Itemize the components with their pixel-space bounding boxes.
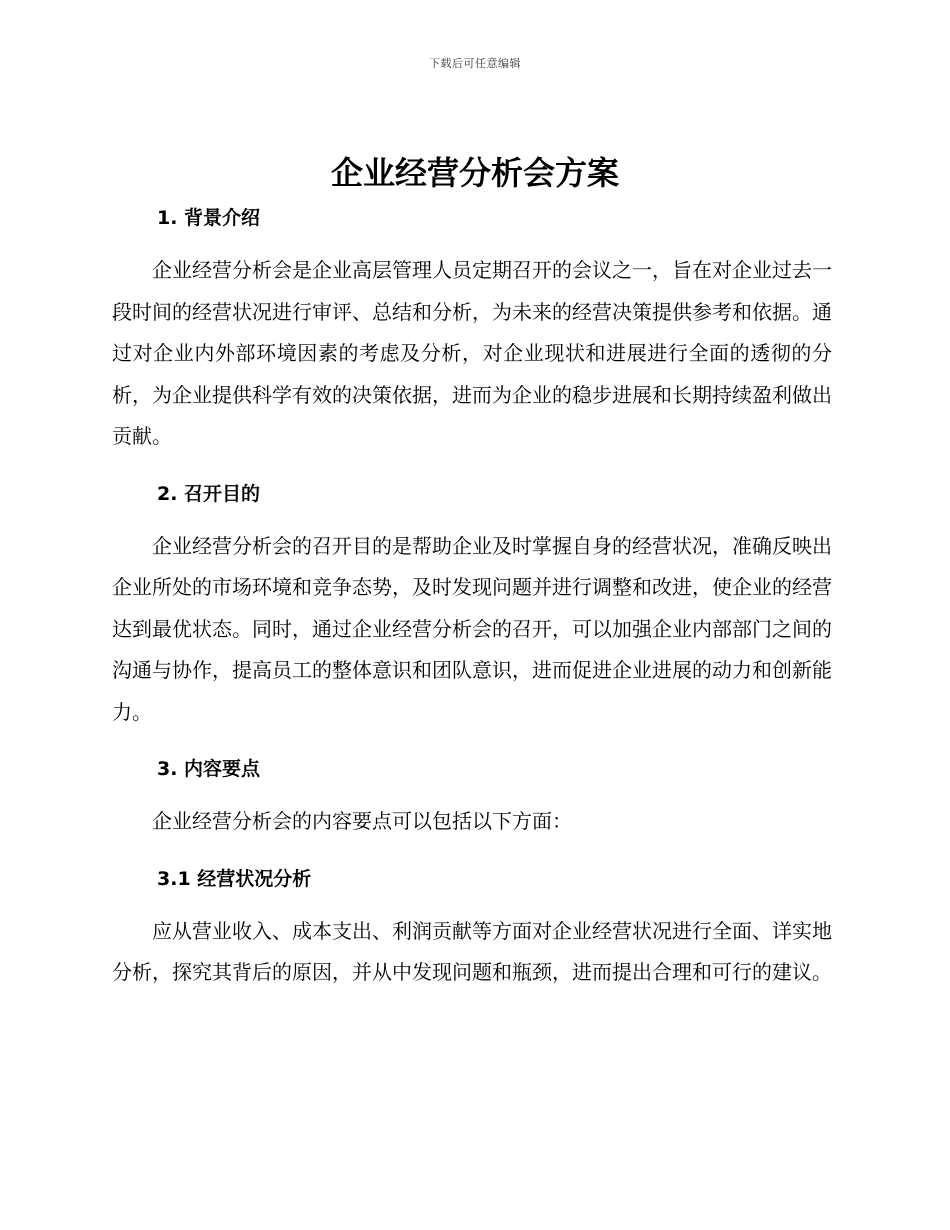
subsection-paragraph: 应从营业收入、成本支出、利润贡献等方面对企业经营状况进行全面、详实地分析，探究其背后的原因，并从中发现问题和瓶颈，进而提出合理和可行的建议。 xyxy=(112,918,832,984)
section-heading: 2. 召开目的 xyxy=(157,482,261,505)
section-background xyxy=(112,198,832,474)
section-purpose xyxy=(112,474,832,750)
section-paragraph: 企业经营分析会是企业高层管理人员定期召开的会议之一，旨在对企业过去一段时间的经营状况进行审评、总结和分析，为未来的经营决策提供参考和依据。通过对企业内外部环境因素的考虑及分析，对企业现状和进展进行全面的透彻的分析，为企业提供科学有效的决策依据，进而为企业的稳步进展和长期持续盈利做出贡献。 xyxy=(112,258,832,448)
document-body xyxy=(112,198,832,994)
section-heading: 3. 内容要点 xyxy=(157,758,261,780)
document-title: 企业经营分析会方案 xyxy=(330,154,619,192)
subsection-heading: 3.1 经营状况分析 xyxy=(157,867,312,890)
section-heading: 1. 背景介绍 xyxy=(157,207,261,229)
section-paragraph: 企业经营分析会的召开目的是帮助企业及时掌握自身的经营状况，准确反映出企业所处的市场环境和竞争态势，及时发现问题并进行调整和改进，使企业的经营达到最优状态。同时，通过企业经营分析会的召开，可以加强企业内部部门之间的沟通与协作，提高员工的整体意识和团队意识，进而促进企业进展的动力和创新能力。 xyxy=(112,533,832,724)
section-content-points xyxy=(112,749,832,859)
section-paragraph: 企业经营分析会的内容要点可以包括以下方面： xyxy=(152,809,572,833)
header-note: 下载后可任意编辑 xyxy=(429,57,521,70)
subsection-operation-analysis xyxy=(112,859,832,994)
